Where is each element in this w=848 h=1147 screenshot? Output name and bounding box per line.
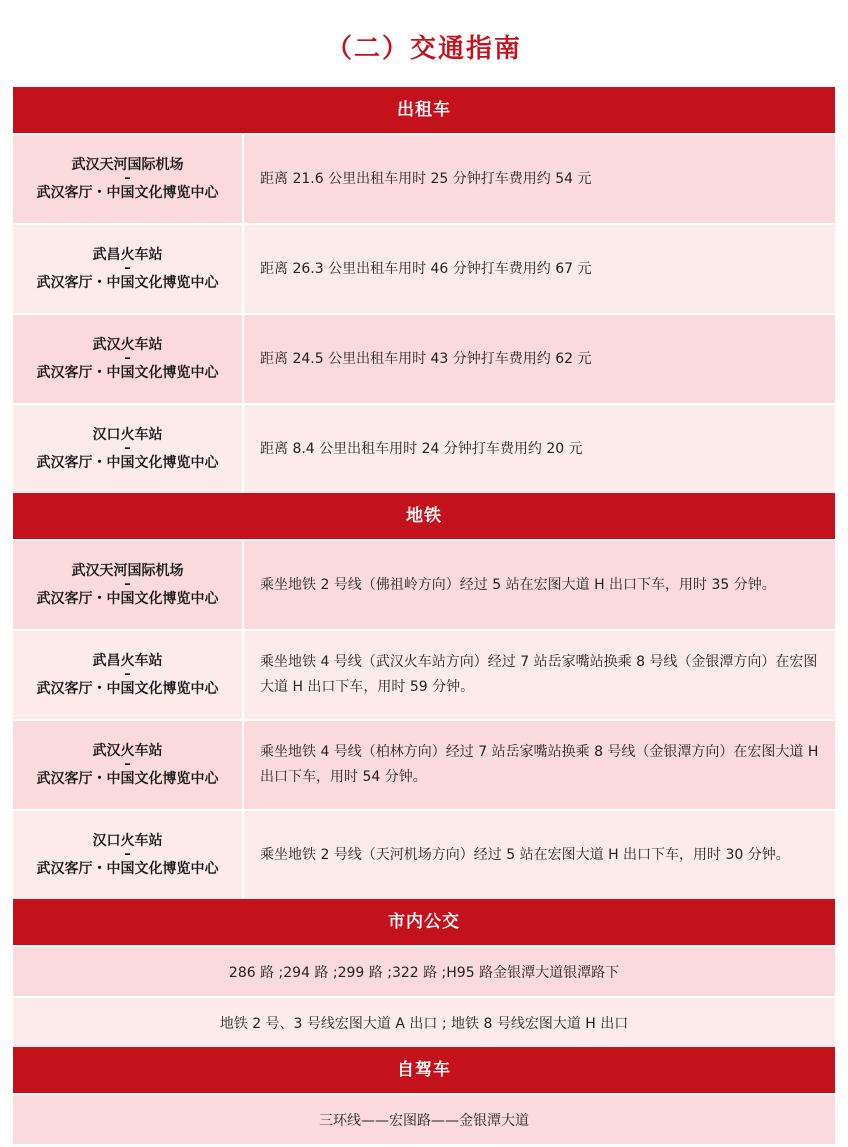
- route-from: 武汉天河国际机场: [71, 157, 184, 173]
- transport-guide-table: [13, 87, 835, 1144]
- table-row: [13, 719, 835, 809]
- route-description: 距离 21.6 公里出租车用时 25 分钟打车费用约 54 元: [244, 135, 835, 223]
- table-row: [13, 223, 835, 313]
- route-description: 距离 8.4 公里出租车用时 24 分钟打车费用约 20 元: [244, 405, 835, 493]
- drive-info-row: 三环线——宏图路——金银潭大道: [13, 1093, 835, 1144]
- route-separator: –: [124, 577, 131, 592]
- route-to: 武汉客厅・中国文化博览中心: [36, 771, 219, 787]
- route-cell: [13, 811, 244, 899]
- route-cell: [13, 631, 244, 719]
- route-cell: [13, 315, 244, 403]
- route-to: 武汉客厅・中国文化博览中心: [36, 455, 219, 471]
- route-cell: [13, 135, 244, 223]
- route-separator: –: [124, 441, 131, 456]
- section-header-metro: 地铁: [13, 493, 835, 539]
- route-to: 武汉客厅・中国文化博览中心: [36, 365, 219, 381]
- route-cell: [13, 541, 244, 629]
- route-description: 乘坐地铁 4 号线（武汉火车站方向）经过 7 站岳家嘴站换乘 8 号线（金银潭方向）在宏图大道 H 出口下车，用时 59 分钟。: [244, 631, 835, 719]
- route-from: 汉口火车站: [92, 427, 163, 443]
- route-cell: [13, 405, 244, 493]
- route-to: 武汉客厅・中国文化博览中心: [36, 681, 219, 697]
- route-to: 武汉客厅・中国文化博览中心: [36, 861, 219, 877]
- route-description: 乘坐地铁 2 号线（佛祖岭方向）经过 5 站在宏图大道 H 出口下车，用时 35 分钟。: [244, 541, 835, 629]
- route-from: 武昌火车站: [92, 247, 163, 263]
- table-row: [13, 403, 835, 493]
- route-to: 武汉客厅・中国文化博览中心: [36, 185, 219, 201]
- table-row: [13, 133, 835, 223]
- bus-info-row: 286 路 ;294 路 ;299 路 ;322 路 ;H95 路金银潭大道银潭路下: [13, 945, 835, 996]
- table-row: [13, 809, 835, 899]
- section-header-drive: 自驾车: [13, 1047, 835, 1093]
- route-from: 武汉火车站: [92, 337, 163, 353]
- route-description: 距离 24.5 公里出租车用时 43 分钟打车费用约 62 元: [244, 315, 835, 403]
- route-separator: –: [124, 261, 131, 276]
- route-separator: –: [124, 171, 131, 186]
- table-row: [13, 313, 835, 403]
- route-cell: [13, 721, 244, 809]
- route-separator: –: [124, 667, 131, 682]
- route-description: 乘坐地铁 4 号线（柏林方向）经过 7 站岳家嘴站换乘 8 号线（金银潭方向）在宏图大道 H 出口下车，用时 54 分钟。: [244, 721, 835, 809]
- bus-info-row: 地铁 2 号、3 号线宏图大道 A 出口 ; 地铁 8 号线宏图大道 H 出口: [13, 996, 835, 1047]
- route-from: 武汉火车站: [92, 743, 163, 759]
- table-row: [13, 629, 835, 719]
- route-to: 武汉客厅・中国文化博览中心: [36, 591, 219, 607]
- route-from: 武汉天河国际机场: [71, 563, 184, 579]
- route-separator: –: [124, 757, 131, 772]
- section-header-bus: 市内公交: [13, 899, 835, 945]
- page-title: （二）交通指南: [325, 34, 522, 64]
- route-separator: –: [124, 351, 131, 366]
- section-header-taxi: 出租车: [13, 87, 835, 133]
- route-from: 武昌火车站: [92, 653, 163, 669]
- route-description: 距离 26.3 公里出租车用时 46 分钟打车费用约 67 元: [244, 225, 835, 313]
- route-separator: –: [124, 847, 131, 862]
- route-description: 乘坐地铁 2 号线（天河机场方向）经过 5 站在宏图大道 H 出口下车，用时 30 分钟。: [244, 811, 835, 899]
- route-cell: [13, 225, 244, 313]
- route-from: 汉口火车站: [92, 833, 163, 849]
- table-row: [13, 539, 835, 629]
- route-to: 武汉客厅・中国文化博览中心: [36, 275, 219, 291]
